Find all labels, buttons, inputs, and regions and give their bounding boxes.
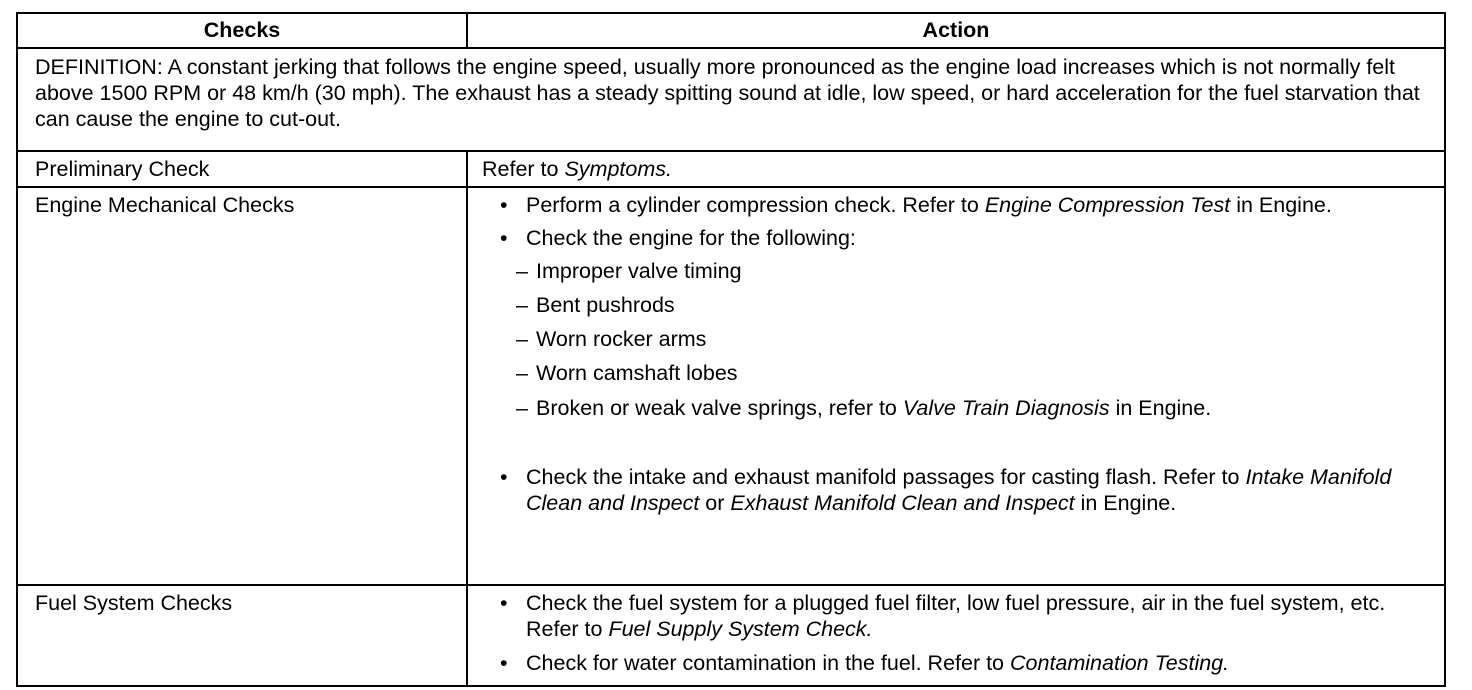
action-text: in Engine. [1230, 193, 1332, 218]
reference-link: Symptoms. [564, 157, 672, 181]
sub-list [506, 258, 1430, 421]
list-item [482, 464, 1430, 516]
sub-list-item [506, 395, 1430, 421]
header-row [17, 13, 1445, 48]
reference-link: Intake Manifold Clean and Inspect [526, 464, 1392, 515]
action-text: or [699, 490, 731, 515]
table-row [17, 151, 1445, 187]
checks-header: Checks [17, 13, 467, 48]
spacer [526, 429, 1430, 457]
action-list [482, 192, 1430, 516]
action-text: in Engine. [1109, 395, 1212, 420]
action-text: Perform a cylinder compression check. Refer to [526, 193, 985, 218]
check-cell-fuel-system: Fuel System Checks [17, 585, 467, 686]
reference-link: Fuel Supply System Check. [608, 617, 873, 642]
reference-link: Valve Train Diagnosis [902, 395, 1110, 420]
sub-list-item: – Bent pushrods [506, 292, 1430, 318]
sub-list-item: – Worn camshaft lobes [506, 360, 1430, 386]
action-text: Broken or weak valve springs, refer to [536, 395, 903, 420]
table-row [17, 585, 1445, 686]
definition-row [17, 48, 1445, 151]
reference-link: Engine Compression Test [984, 193, 1231, 218]
list-item [482, 192, 1430, 218]
list-item [482, 225, 1430, 456]
diagnosis-table [16, 12, 1446, 687]
action-text: Check the fuel system for a plugged fuel filter, low fuel pressure, air in the fuel system, etc. Refer to [526, 591, 1386, 642]
list-item [482, 650, 1430, 676]
table-row [17, 187, 1445, 585]
definition-text: DEFINITION: A constant jerking that follows the engine speed, usually more pronounced as the engine load increases which is not normally felt above 1500 RPM or 48 km/h (30 mph). The exhaust has a steady spitting sound at idle, low speed, or hard acceleration for the fuel starvation that can cause the engine to cut-out. [17, 48, 1445, 151]
check-cell-engine-mechanical: Engine Mechanical Checks [17, 187, 467, 585]
sub-list-item: – Improper valve timing [506, 258, 1430, 284]
check-cell-preliminary: Preliminary Check [17, 151, 467, 187]
list-item [482, 590, 1430, 642]
action-list [482, 590, 1430, 676]
action-text: Check the intake and exhaust manifold passages for casting flash. Refer to [526, 464, 1246, 489]
sub-list-item: – Worn rocker arms [506, 326, 1430, 352]
action-cell-engine-mechanical [467, 187, 1445, 585]
reference-link: Contamination Testing. [1010, 650, 1230, 675]
action-text: Check the engine for the following: [526, 226, 856, 251]
action-cell-preliminary [467, 151, 1445, 187]
action-text: Check for water contamination in the fuel. Refer to [526, 650, 1010, 675]
action-header: Action [467, 13, 1445, 48]
reference-link: Exhaust Manifold Clean and Inspect [730, 490, 1075, 515]
action-text: in Engine. [1074, 490, 1177, 515]
action-cell-fuel-system [467, 585, 1445, 686]
action-text: Refer to [482, 157, 565, 181]
